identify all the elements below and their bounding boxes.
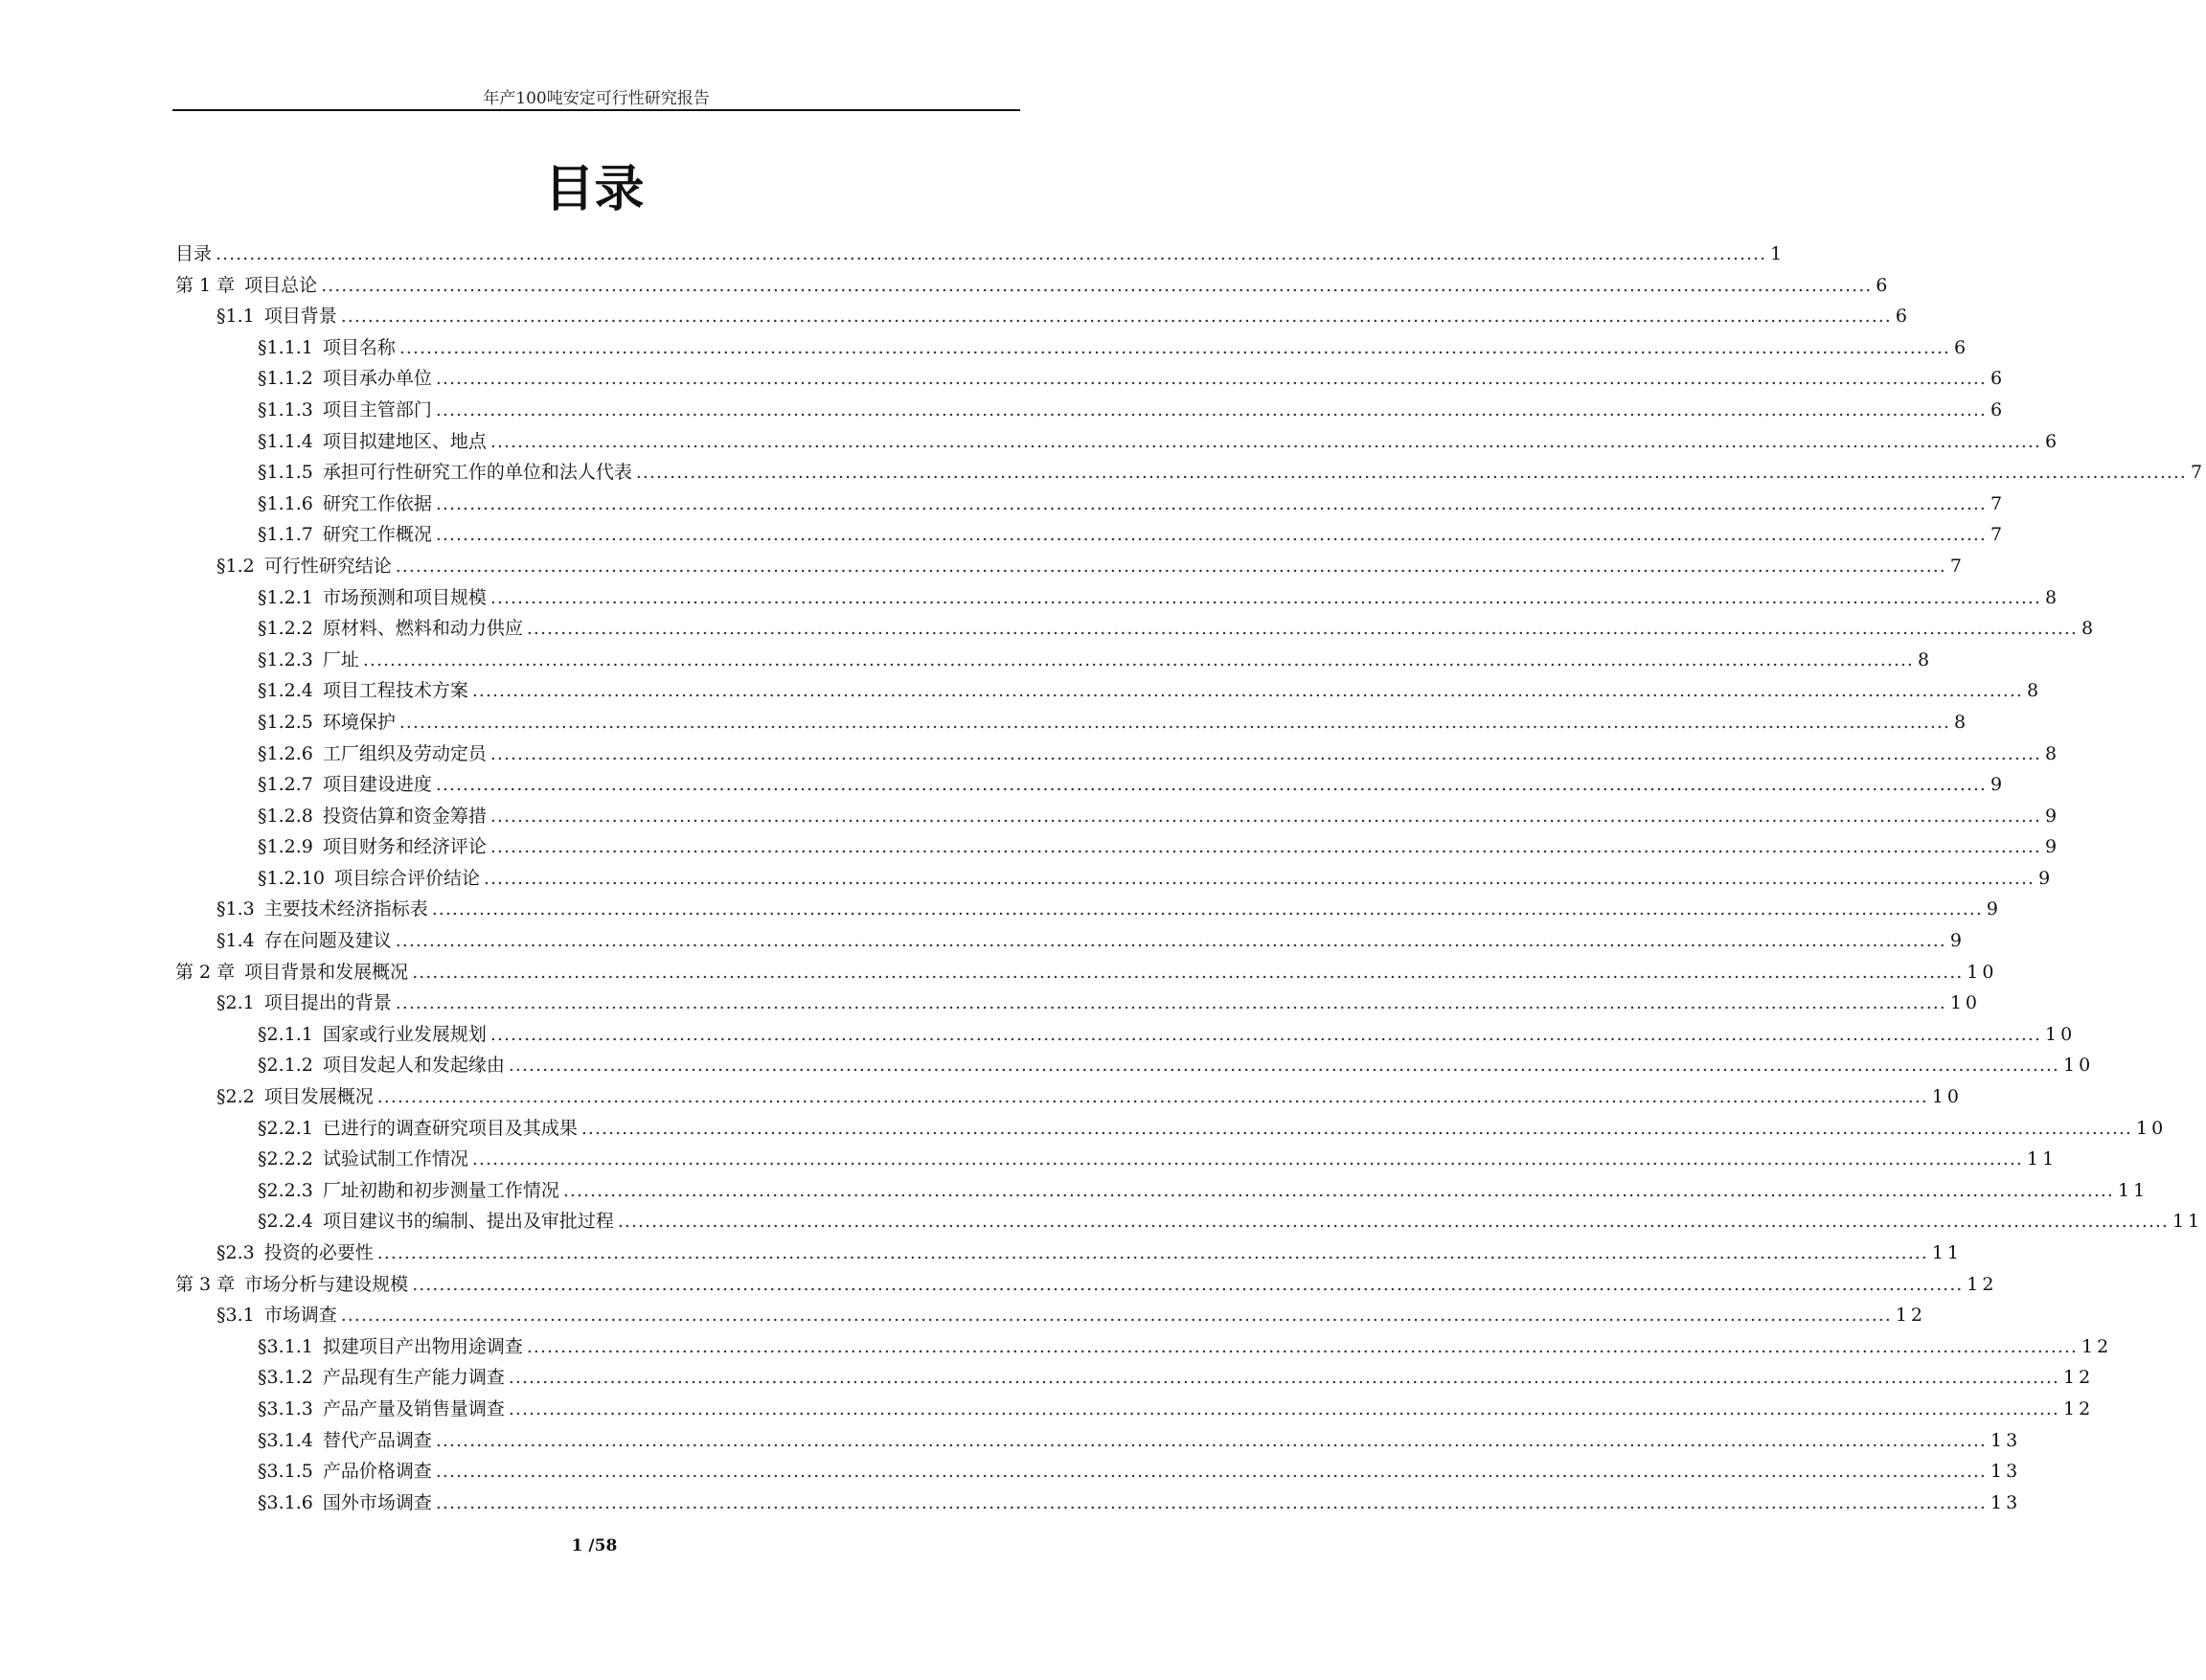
- toc-dot-leader: [321, 275, 1872, 296]
- toc-entry-label: 项目承办单位: [322, 368, 432, 390]
- toc-dot-leader: [436, 1492, 1987, 1513]
- toc-dot-leader: [436, 1430, 1987, 1451]
- toc-entry[interactable]: [175, 1207, 2204, 1238]
- toc-entry-number: §1.2.8: [258, 805, 313, 827]
- toc-entry-label: 工厂组织及劳动定员: [322, 742, 487, 764]
- toc-entry-page: 12: [2062, 1367, 2095, 1389]
- toc-dot-leader: [490, 1024, 2041, 1045]
- toc-entry-label: 投资的必要性: [263, 1242, 374, 1263]
- toc-entry-label: 市场分析与建设规模: [244, 1273, 409, 1295]
- toc-entry-number: §1.2.2: [258, 618, 313, 640]
- toc-entry-label: 目录: [175, 243, 213, 264]
- toc-dot-leader: [432, 898, 1983, 919]
- toc-dot-leader: [436, 524, 1987, 545]
- toc-entry-number: §2.1.2: [258, 1055, 313, 1077]
- current-page-number: 1: [571, 1536, 583, 1555]
- toc-entry[interactable]: [175, 489, 2007, 521]
- toc-entry-label: 承担可行性研究工作的单位和法人代表: [322, 462, 632, 484]
- page-title: 目录: [544, 161, 645, 218]
- toc-entry-page: 10: [1931, 1086, 1964, 1108]
- toc-entry-label: 产品产量及销售量调查: [322, 1397, 505, 1419]
- toc-dot-leader: [216, 243, 1766, 264]
- toc-dot-leader: [363, 649, 1914, 670]
- toc-entry[interactable]: [175, 708, 1970, 739]
- toc-entry[interactable]: [175, 427, 2061, 459]
- running-header: 年产100吨安定可行性研究报告: [483, 89, 710, 108]
- toc-entry[interactable]: [175, 1145, 2058, 1176]
- toc-entry[interactable]: [175, 583, 2061, 615]
- toc-entry-label: 项目发展概况: [263, 1086, 374, 1108]
- toc-entry-number: §1.2.3: [258, 648, 313, 670]
- toc-entry-label: 可行性研究结论: [263, 555, 392, 577]
- toc-entry-page: 10: [1949, 992, 1982, 1014]
- toc-entry[interactable]: [175, 926, 1966, 958]
- toc-entry-number: §2.1.1: [258, 1023, 313, 1045]
- toc-dot-leader: [490, 806, 2041, 827]
- toc-entry-number: §2.2: [216, 1086, 255, 1108]
- toc-dot-leader: [490, 743, 2041, 764]
- toc-dot-leader: [509, 1398, 2059, 1419]
- toc-entry-label: 拟建项目产出物用途调查: [322, 1335, 523, 1357]
- toc-dot-leader: [581, 1118, 2132, 1139]
- toc-dot-leader: [527, 618, 2078, 639]
- toc-entry-label: 项目工程技术方案: [322, 680, 468, 702]
- toc-entry-page: 6: [1953, 336, 1970, 358]
- toc-entry-page: 8: [2081, 618, 2098, 640]
- toc-entry-page: 7: [1990, 524, 2007, 546]
- toc-entry-number: §1.2: [216, 555, 255, 577]
- toc-entry-label: 已进行的调查研究项目及其成果: [322, 1117, 578, 1139]
- toc-entry-page: 8: [1953, 711, 1970, 733]
- toc-entry-page: 6: [2044, 430, 2061, 452]
- toc-dot-leader: [490, 431, 2041, 452]
- toc-entry-label: 试验试制工作情况: [322, 1148, 468, 1170]
- toc-entry-page: 9: [1986, 898, 2002, 920]
- toc-entry-page: 11: [2172, 1211, 2204, 1233]
- table-of-contents: [175, 239, 2206, 1519]
- toc-entry-number: §1.1.5: [258, 462, 313, 484]
- toc-entry-number: 第 3 章: [175, 1273, 236, 1295]
- toc-entry-number: §3.1.3: [258, 1397, 313, 1419]
- toc-entry[interactable]: [175, 895, 2002, 926]
- toc-entry-number: §3.1.5: [258, 1461, 313, 1483]
- toc-dot-leader: [436, 493, 1987, 514]
- toc-entry-page: 6: [1895, 306, 1911, 328]
- toc-entry[interactable]: [175, 676, 2043, 708]
- toc-entry-label: 替代产品调查: [322, 1429, 432, 1451]
- toc-entry-page: 12: [2062, 1397, 2095, 1419]
- toc-dot-leader: [436, 774, 1987, 795]
- toc-entry-number: 第 2 章: [175, 961, 236, 983]
- toc-entry[interactable]: [175, 239, 1786, 271]
- toc-entry[interactable]: [175, 1176, 2149, 1208]
- toc-entry[interactable]: [175, 770, 2007, 802]
- toc-entry[interactable]: [175, 396, 2007, 427]
- toc-entry-page: 9: [2044, 836, 2061, 858]
- toc-entry-label: 环境保护: [322, 711, 396, 733]
- toc-entry[interactable]: [175, 614, 2098, 646]
- toc-dot-leader: [618, 1211, 2169, 1232]
- toc-entry-page: 6: [1990, 368, 2007, 390]
- toc-entry-label: 研究工作概况: [322, 524, 432, 546]
- toc-entry-page: 10: [2062, 1055, 2095, 1077]
- toc-entry[interactable]: [175, 302, 1911, 333]
- toc-entry-number: §1.3: [216, 898, 255, 920]
- toc-entry-page: 11: [2117, 1179, 2149, 1201]
- toc-entry-page: 13: [1990, 1491, 2022, 1513]
- toc-dot-leader: [527, 1336, 2078, 1357]
- toc-dot-leader: [484, 868, 2035, 889]
- toc-entry-number: §3.1: [216, 1305, 255, 1327]
- toc-entry-number: §1.1.2: [258, 368, 313, 390]
- toc-entry[interactable]: [175, 1051, 2095, 1082]
- toc-dot-leader: [436, 399, 1987, 420]
- toc-entry-label: 项目主管部门: [322, 398, 432, 420]
- toc-dot-leader: [399, 712, 1950, 733]
- toc-entry-label: 项目提出的背景: [263, 992, 392, 1014]
- toc-entry-number: §1.1.6: [258, 492, 313, 514]
- toc-entry[interactable]: [175, 832, 2061, 864]
- toc-entry-number: §2.3: [216, 1242, 255, 1263]
- toc-entry-number: §1.2.10: [258, 867, 325, 889]
- toc-entry[interactable]: [175, 1488, 2022, 1520]
- toc-entry-label: 项目背景和发展概况: [244, 961, 409, 983]
- toc-entry[interactable]: [175, 552, 1966, 583]
- toc-dot-leader: [436, 1461, 1987, 1482]
- toc-dot-leader: [490, 587, 2041, 608]
- toc-entry-number: §1.4: [216, 930, 255, 952]
- toc-entry-label: 国家或行业发展规划: [322, 1023, 487, 1045]
- toc-entry-page: 8: [1917, 648, 1934, 670]
- header-divider: [172, 109, 1020, 111]
- toc-entry-number: §3.1.6: [258, 1491, 313, 1513]
- toc-entry-page: 9: [2044, 805, 2061, 827]
- toc-entry-label: 存在问题及建议: [263, 930, 392, 952]
- toc-entry-page: 12: [2081, 1335, 2113, 1357]
- toc-entry-number: §2.2.4: [258, 1211, 313, 1233]
- toc-entry-number: §1.2.9: [258, 836, 313, 858]
- toc-dot-leader: [396, 992, 1946, 1013]
- toc-entry-label: 产品现有生产能力调查: [322, 1367, 505, 1389]
- toc-entry-page: 10: [1967, 961, 1998, 983]
- toc-entry-number: §1.2.4: [258, 680, 313, 702]
- toc-entry-label: 项目总论: [244, 274, 318, 296]
- toc-entry[interactable]: [175, 864, 2055, 896]
- toc-entry-page: 6: [1876, 274, 1892, 296]
- toc-entry-number: §1.2.5: [258, 711, 313, 733]
- page-separator: /: [582, 1536, 595, 1555]
- toc-entry[interactable]: [175, 1020, 2077, 1052]
- toc-entry-number: 第 1 章: [175, 274, 236, 296]
- toc-entry[interactable]: [175, 739, 2061, 771]
- toc-entry-number: §1.2.6: [258, 742, 313, 764]
- toc-entry[interactable]: [175, 458, 2206, 489]
- toc-entry-page: 11: [2026, 1148, 2058, 1170]
- toc-entry-label: 项目财务和经济评论: [322, 836, 487, 858]
- toc-entry-page: 13: [1990, 1429, 2022, 1451]
- toc-dot-leader: [399, 337, 1950, 358]
- toc-entry[interactable]: [175, 1457, 2022, 1488]
- toc-dot-leader: [490, 836, 2041, 857]
- toc-dot-leader: [341, 306, 1892, 327]
- toc-entry-label: 项目建议书的编制、提出及审批过程: [322, 1211, 614, 1233]
- toc-entry-page: 12: [1967, 1273, 1998, 1295]
- toc-entry-page: 13: [1990, 1461, 2022, 1483]
- toc-entry[interactable]: [175, 1082, 1964, 1114]
- toc-dot-leader: [472, 680, 2023, 701]
- toc-entry-label: 厂址: [322, 648, 359, 670]
- toc-entry-label: 厂址初勘和初步测量工作情况: [322, 1179, 559, 1201]
- toc-entry-number: §2.1: [216, 992, 255, 1014]
- toc-entry-page: 12: [1895, 1305, 1927, 1327]
- toc-entry[interactable]: [175, 520, 2007, 552]
- toc-dot-leader: [563, 1180, 2114, 1201]
- toc-entry[interactable]: [175, 802, 2061, 833]
- toc-entry-number: §2.2.2: [258, 1148, 313, 1170]
- toc-entry-page: 10: [2135, 1117, 2168, 1139]
- toc-entry[interactable]: [175, 958, 1998, 989]
- toc-entry-page: 7: [2190, 462, 2206, 484]
- toc-dot-leader: [377, 1242, 1928, 1263]
- toc-entry-label: 国外市场调查: [322, 1491, 432, 1513]
- toc-entry-label: 项目名称: [322, 336, 396, 358]
- toc-entry[interactable]: [175, 364, 2007, 396]
- toc-dot-leader: [396, 930, 1946, 951]
- toc-entry-page: 11: [1931, 1242, 1964, 1263]
- toc-entry[interactable]: [175, 271, 1892, 303]
- toc-entry-label: 原材料、燃料和动力供应: [322, 618, 523, 640]
- page-number: [0, 1536, 1189, 1555]
- toc-entry-label: 市场预测和项目规模: [322, 586, 487, 608]
- toc-entry-page: 7: [1949, 555, 1966, 577]
- toc-entry-label: 项目综合评价结论: [333, 867, 480, 889]
- toc-entry-label: 主要技术经济指标表: [263, 898, 428, 920]
- toc-dot-leader: [472, 1148, 2023, 1169]
- toc-entry[interactable]: [175, 1114, 2168, 1146]
- toc-entry[interactable]: [175, 646, 1934, 677]
- toc-entry-page: 9: [1990, 774, 2007, 796]
- toc-entry[interactable]: [175, 1395, 2095, 1426]
- toc-dot-leader: [396, 556, 1946, 577]
- toc-entry-page: 1: [1770, 243, 1786, 264]
- toc-entry-page: 8: [2026, 680, 2043, 702]
- toc-entry[interactable]: [175, 1270, 1998, 1302]
- toc-entry-label: 投资估算和资金筹措: [322, 805, 487, 827]
- toc-dot-leader: [412, 962, 1963, 983]
- toc-dot-leader: [509, 1055, 2059, 1076]
- total-pages: 58: [594, 1536, 618, 1555]
- toc-entry-label: 市场调查: [263, 1305, 337, 1327]
- toc-dot-leader: [509, 1367, 2059, 1388]
- toc-entry[interactable]: [175, 333, 1970, 365]
- toc-entry-page: 9: [1949, 930, 1966, 952]
- toc-entry-page: 8: [2044, 586, 2061, 608]
- toc-entry-page: 8: [2044, 742, 2061, 764]
- toc-dot-leader: [436, 368, 1987, 389]
- toc-entry-number: §1.1: [216, 306, 255, 328]
- toc-entry-label: 项目背景: [263, 306, 337, 328]
- toc-entry[interactable]: [175, 1301, 1927, 1332]
- toc-entry-number: §1.1.7: [258, 524, 313, 546]
- toc-entry-page: 7: [1990, 492, 2007, 514]
- toc-entry-page: 6: [1990, 398, 2007, 420]
- toc-entry-number: §2.2.1: [258, 1117, 313, 1139]
- toc-entry-number: §1.1.1: [258, 336, 313, 358]
- toc-entry-label: 项目发起人和发起缘由: [322, 1055, 505, 1077]
- toc-dot-leader: [412, 1274, 1963, 1295]
- toc-entry-page: 10: [2044, 1023, 2077, 1045]
- toc-entry-label: 项目拟建地区、地点: [322, 430, 487, 452]
- toc-entry-label: 研究工作依据: [322, 492, 432, 514]
- toc-entry-label: 产品价格调查: [322, 1461, 432, 1483]
- toc-entry-number: §3.1.2: [258, 1367, 313, 1389]
- toc-entry-number: §1.1.4: [258, 430, 313, 452]
- toc-dot-leader: [377, 1086, 1928, 1107]
- toc-entry-number: §3.1.4: [258, 1429, 313, 1451]
- toc-entry-number: §2.2.3: [258, 1179, 313, 1201]
- toc-entry-label: 项目建设进度: [322, 774, 432, 796]
- toc-entry[interactable]: [175, 1332, 2113, 1364]
- toc-entry-page: 9: [2038, 867, 2055, 889]
- toc-entry[interactable]: [175, 1363, 2095, 1395]
- toc-dot-leader: [341, 1305, 1892, 1326]
- toc-dot-leader: [636, 462, 2187, 483]
- toc-entry-number: §1.2.7: [258, 774, 313, 796]
- toc-entry-number: §3.1.1: [258, 1335, 313, 1357]
- toc-entry[interactable]: [175, 1426, 2022, 1458]
- toc-entry[interactable]: [175, 988, 1982, 1020]
- toc-entry-number: §1.1.3: [258, 398, 313, 420]
- toc-entry[interactable]: [175, 1238, 1964, 1270]
- toc-entry-number: §1.2.1: [258, 586, 313, 608]
